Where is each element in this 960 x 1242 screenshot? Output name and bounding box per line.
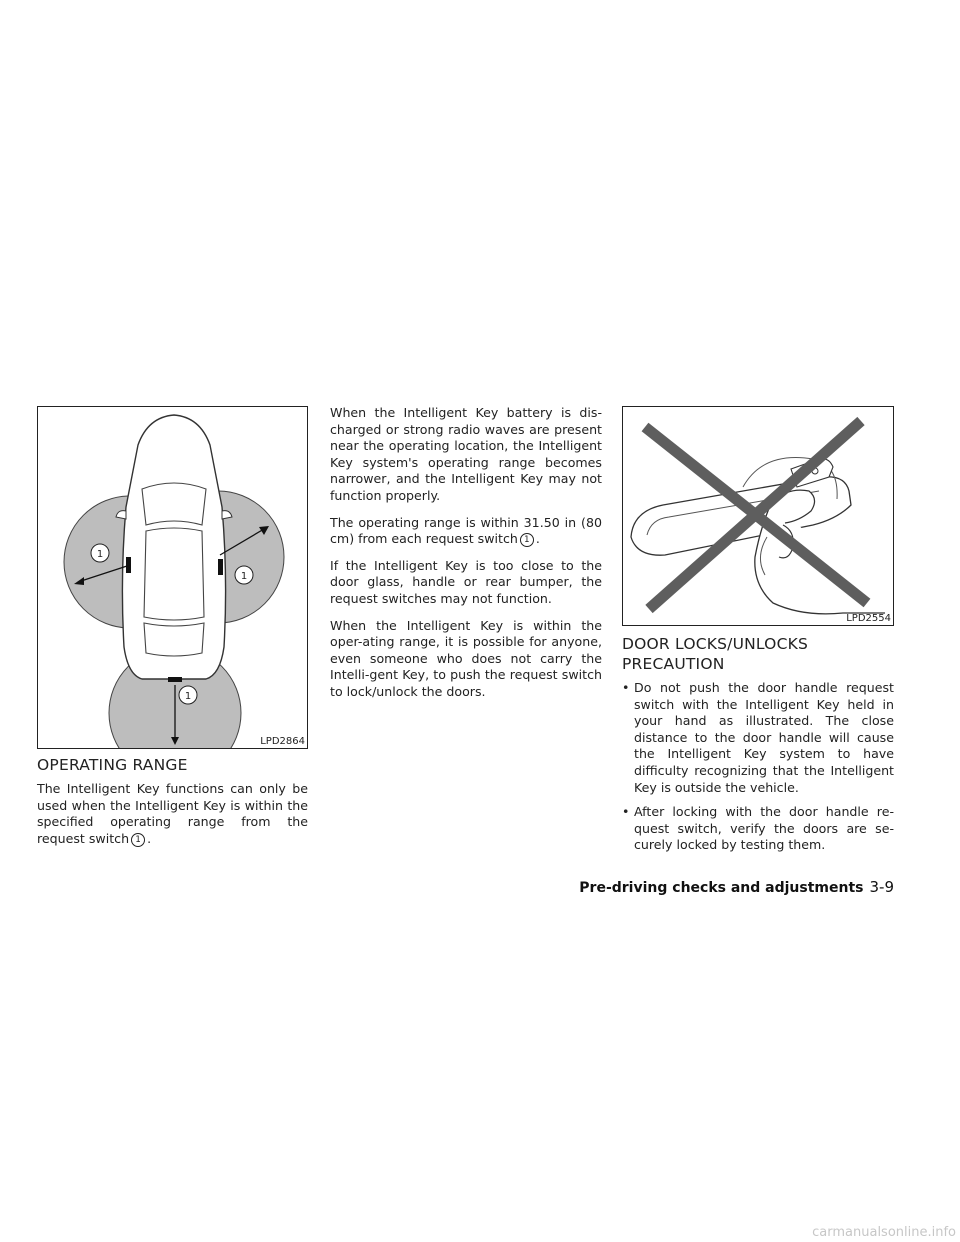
paragraph: The Intelligent Key functions can only be used when the Intelligent Key is within the specified operating range from the request switch 1 . — [37, 781, 308, 846]
section-heading-door-locks: DOOR LOCKS/UNLOCKS PRECAUTION — [622, 635, 809, 673]
bullet-list — [622, 680, 894, 854]
callout-1-label: 1 — [96, 549, 104, 560]
request-switch-right — [218, 559, 223, 575]
callout-1-label: 1 — [240, 571, 248, 582]
figure-code: LPD2554 — [846, 613, 891, 624]
list-item: • After locking with the door handle re-quest switch, verify the doors are se-curely locked by testing them. — [622, 804, 894, 853]
middle-column — [330, 405, 602, 711]
door-locks-text — [622, 680, 894, 862]
paragraph: When the Intelligent Key is within the oper-ating range, it is possible for anyone, even someone who does not carry the Intelli-gent Key, to push the request switch to lock/unlock the doors. — [330, 617, 602, 699]
section-heading-operating-range: OPERATING RANGE — [37, 756, 188, 774]
page-number: 3-9 — [869, 878, 894, 896]
car-body — [122, 415, 225, 679]
callout-1-icon: 1 — [520, 533, 534, 547]
car-top-view-illustration — [38, 407, 307, 748]
paragraph: When the Intelligent Key battery is dis-charged or strong radio waves are present near the operating location, the Intelligent Key system's operating range becomes narrower, and the Intelligent Key may not function properly. — [330, 405, 602, 503]
list-item: • Do not push the door handle request switch with the Intelligent Key held in your hand as illustrated. The close distance to the door handle will cause the Intelligent Key system to have difficulty recognizing that the Intelligent Key is outside the vehicle. — [622, 680, 894, 795]
door-handle-illustration — [623, 407, 893, 625]
paragraph: The operating range is within 31.50 in (80 cm) from each request switch 1 . — [330, 514, 602, 547]
page-footer — [579, 878, 894, 896]
bullet-icon: • — [622, 804, 630, 820]
request-switch-rear — [168, 677, 182, 682]
callout-1-icon: 1 — [131, 833, 145, 847]
watermark: carmanualsonline.info — [812, 1225, 956, 1240]
paragraph: If the Intelligent Key is too close to the door glass, handle or rear bumper, the request switches may not function. — [330, 557, 602, 606]
figure-code: LPD2864 — [260, 736, 305, 747]
callout-1-label: 1 — [184, 691, 192, 702]
operating-range-text — [37, 781, 308, 857]
figure-operating-range — [37, 406, 308, 749]
bullet-icon: • — [622, 680, 630, 695]
figure-door-handle — [622, 406, 894, 626]
footer-section-title: Pre-driving checks and adjustments — [579, 880, 864, 896]
